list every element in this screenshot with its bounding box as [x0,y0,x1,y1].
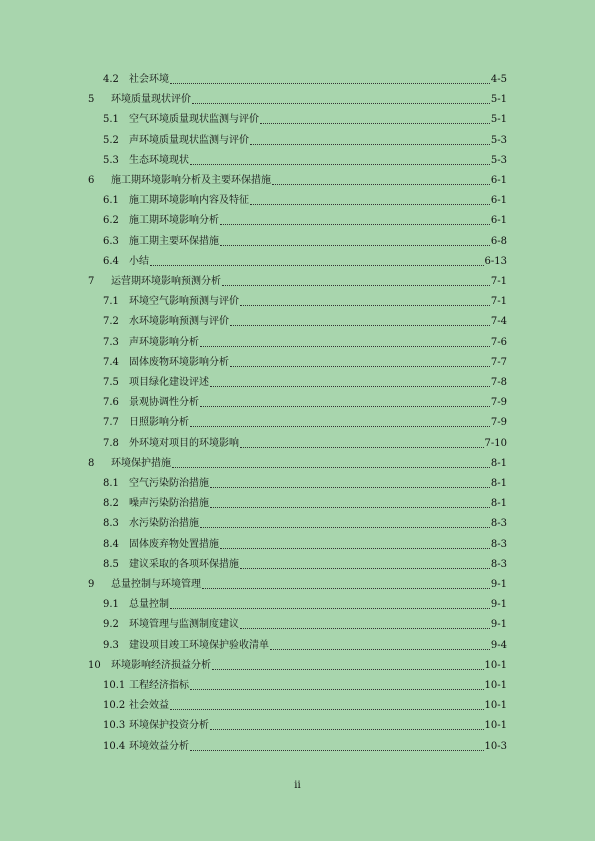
toc-entry-title: 项目绿化建设评述 [129,377,209,388]
toc-entry-title: 外环境对项目的环境影响 [129,437,239,449]
toc-entry-number: 10.2 [103,700,126,712]
toc-entry-title: 环境效益分析 [129,740,189,752]
toc-entry[interactable] [0,336,595,350]
toc-entry[interactable] [0,134,595,148]
toc-entry-page: 10-1 [484,720,507,732]
toc-leader-dots [222,285,490,286]
toc-leader-dots [250,144,490,145]
toc-entry-number: 9.2 [103,619,119,631]
toc-entry-title: 固体废弃物处置措施 [129,538,219,550]
toc-entry-page: 6-13 [484,255,507,267]
toc-entry-page: 8-3 [490,558,507,570]
toc-entry-page: 10-3 [484,740,507,752]
toc-entry[interactable] [0,659,595,673]
toc-entry-title: 生态环境现状 [129,154,189,166]
toc-entry-page: 9-1 [490,579,507,590]
toc-entry[interactable] [0,113,595,127]
toc-entry-page: 7-4 [490,316,507,328]
toc-entry-title: 景观协调性分析 [129,397,199,409]
toc-entry-page: 9-1 [490,599,507,611]
toc-entry-number: 10.1 [103,680,126,691]
toc-entry-page: 8-1 [490,498,507,510]
toc-entry-title: 总量控制 [129,599,169,611]
toc-entry[interactable] [0,740,595,754]
toc-entry[interactable] [0,255,595,269]
toc-entry-title: 环境保护投资分析 [129,720,209,732]
toc-entry[interactable] [0,376,595,390]
toc-leader-dots [200,406,490,407]
toc-entry-title: 建设项目竣工环境保护验收清单 [129,639,269,651]
toc-entry-page: 8-1 [490,478,507,489]
toc-entry-number: 7.4 [103,356,119,368]
toc-entry-number: 9 [88,579,95,590]
toc-entry-number: 8.5 [103,558,119,570]
toc-entry-number: 9.1 [103,599,119,611]
toc-entry[interactable] [0,154,595,168]
toc-entry-page: 4-5 [490,74,507,85]
toc-leader-dots [210,386,490,387]
toc-entry-title: 噪声污染防治措施 [129,498,209,510]
toc-entry-title: 环境管理与监测制度建议 [129,619,239,631]
toc-leader-dots [230,325,490,326]
toc-entry[interactable] [0,457,595,471]
toc-entry-title: 总量控制与环境管理 [111,579,201,590]
toc-entry-number: 7.6 [103,397,119,409]
toc-entry-title: 社会环境 [129,74,169,85]
toc-leader-dots [190,164,490,165]
toc-entry-page: 5-3 [490,134,507,146]
toc-entry-page: 7-9 [490,417,507,429]
toc-entry-number: 6.1 [103,195,119,207]
toc-entry-number: 5 [88,94,95,106]
toc-entry[interactable] [0,214,595,228]
toc-entry-title: 环境保护措施 [111,457,171,469]
toc-entry-title: 固体废物环境影响分析 [129,356,229,368]
toc-entry-title: 施工期环境影响内容及特征 [129,195,249,207]
toc-entry-number: 7.7 [103,417,119,429]
toc-leader-dots [240,447,484,448]
toc-entry-number: 7.8 [103,437,119,449]
toc-entry-page: 9-4 [490,639,507,651]
toc-entry-page: 6-1 [490,215,507,227]
toc-entry[interactable] [0,517,595,531]
toc-entry[interactable] [0,194,595,208]
toc-entry-page: 10-1 [484,659,507,671]
toc-leader-dots [212,669,484,670]
toc-entry[interactable] [0,538,595,552]
toc-leader-dots [190,750,484,751]
page-number: ii [294,780,301,791]
toc-leader-dots [240,305,490,306]
toc-entry-title: 运营期环境影响预测分析 [111,276,221,287]
toc-entry-number: 5.3 [103,154,119,166]
toc-entry[interactable] [0,174,595,188]
toc-entry[interactable] [0,699,595,713]
toc-entry-title: 空气环境质量现状监测与评价 [129,114,259,126]
toc-entry-page: 6-1 [490,175,507,186]
toc-leader-dots [240,568,490,569]
toc-entry-page: 7-6 [490,336,507,348]
toc-entry-page: 7-8 [490,377,507,388]
toc-entry-page: 7-1 [490,296,507,308]
toc-entry[interactable] [0,679,595,693]
toc-entry-title: 水环境影响预测与评价 [129,316,229,328]
toc-leader-dots [260,123,490,124]
toc-entry-number: 7.1 [103,296,119,308]
toc-entry-number: 10.3 [103,720,126,732]
toc-entry-title: 施工期环境影响分析及主要环保措施 [111,175,271,186]
toc-entry-number: 6 [88,175,95,186]
toc-entry-number: 10.4 [103,740,126,752]
toc-entry-number: 6.2 [103,215,119,227]
toc-leader-dots [220,245,490,246]
toc-entry-number: 10 [88,659,101,671]
toc-entry[interactable] [0,598,595,612]
toc-entry[interactable] [0,639,595,653]
toc-entry-title: 小结 [129,255,149,267]
toc-entry[interactable] [0,275,595,289]
toc-leader-dots [272,184,490,185]
toc-entry[interactable] [0,578,595,592]
toc-leader-dots [270,649,490,650]
toc-entry[interactable] [0,719,595,733]
toc-entry-page: 7-9 [490,397,507,409]
toc-entry-number: 8.4 [103,538,119,550]
toc-entry-title: 日照影响分析 [129,417,189,429]
toc-entry-title: 环境空气影响预测与评价 [129,296,239,308]
toc-entry-title: 工程经济指标 [129,680,189,691]
toc-entry-number: 7.3 [103,336,119,348]
toc-entry[interactable] [0,356,595,370]
toc-entry-page: 7-7 [490,356,507,368]
toc-entry-title: 社会效益 [129,700,169,712]
toc-leader-dots [220,224,490,225]
toc-entry-page: 8-3 [490,518,507,530]
toc-entry-title: 声环境影响分析 [129,336,199,348]
toc-entry-title: 环境质量现状评价 [111,94,191,106]
toc-entry-number: 8.1 [103,478,119,489]
toc-leader-dots [200,527,490,528]
toc-entry-title: 声环境质量现状监测与评价 [129,134,249,146]
toc-entry-title: 建议采取的各项环保措施 [129,558,239,570]
toc-entry[interactable] [0,416,595,430]
toc-entry-number: 7.2 [103,316,119,328]
toc-leader-dots [230,366,490,367]
toc-entry-number: 7 [88,276,95,287]
toc-leader-dots [192,103,490,104]
toc-entry[interactable] [0,235,595,249]
toc-entry-page: 6-8 [490,235,507,247]
toc-leader-dots [170,608,490,609]
toc-entry-number: 8 [88,457,95,469]
toc-entry[interactable] [0,295,595,309]
toc-entry-page: 8-1 [490,457,507,469]
toc-entry[interactable] [0,618,595,632]
toc-entry-title: 施工期主要环保措施 [129,235,219,247]
toc-entry-title: 施工期环境影响分析 [129,215,219,227]
toc-leader-dots [210,729,484,730]
toc-entry-page: 5-1 [490,114,507,126]
toc-entry-number: 8.3 [103,518,119,530]
toc-entry-number: 8.2 [103,498,119,510]
toc-entry-page: 9-1 [490,619,507,631]
toc-entry-page: 7-10 [484,437,507,449]
toc-leader-dots [240,628,490,629]
toc-leader-dots [170,709,484,710]
toc-entry-number: 6.4 [103,255,119,267]
toc-entry-title: 环境影响经济损益分析 [111,659,211,671]
toc-entry-page: 10-1 [484,700,507,712]
toc-entry-number: 5.2 [103,134,119,146]
toc-leader-dots [250,204,490,205]
toc-leader-dots [172,467,490,468]
toc-entry[interactable] [0,558,595,572]
toc-leader-dots [210,487,490,488]
toc-entry[interactable] [0,315,595,329]
toc-entry-title: 空气污染防治措施 [129,478,209,489]
toc-leader-dots [220,548,490,549]
toc-leader-dots [190,426,490,427]
toc-leader-dots [200,346,490,347]
toc-entry-number: 4.2 [103,74,119,85]
toc-entry[interactable] [0,396,595,410]
toc-entry-page: 5-3 [490,154,507,166]
toc-entry-page: 8-3 [490,538,507,550]
toc-entry-number: 7.5 [103,377,119,388]
toc-entry-number: 9.3 [103,639,119,651]
toc-entry-page: 10-1 [484,680,507,691]
toc-leader-dots [170,83,490,84]
toc-entry-page: 5-1 [490,94,507,106]
toc-entry-page: 6-1 [490,195,507,207]
toc-leader-dots [190,689,484,690]
toc-entry[interactable] [0,93,595,107]
toc-entry[interactable] [0,73,595,87]
toc-entry[interactable] [0,437,595,451]
toc-entry[interactable] [0,497,595,511]
toc-entry-title: 水污染防治措施 [129,518,199,530]
toc-entry-number: 6.3 [103,235,119,247]
toc-entry[interactable] [0,477,595,491]
toc-leader-dots [210,507,490,508]
toc-entry-page: 7-1 [490,276,507,287]
toc-leader-dots [202,588,490,589]
toc-leader-dots [150,265,484,266]
toc-entry-number: 5.1 [103,114,119,126]
